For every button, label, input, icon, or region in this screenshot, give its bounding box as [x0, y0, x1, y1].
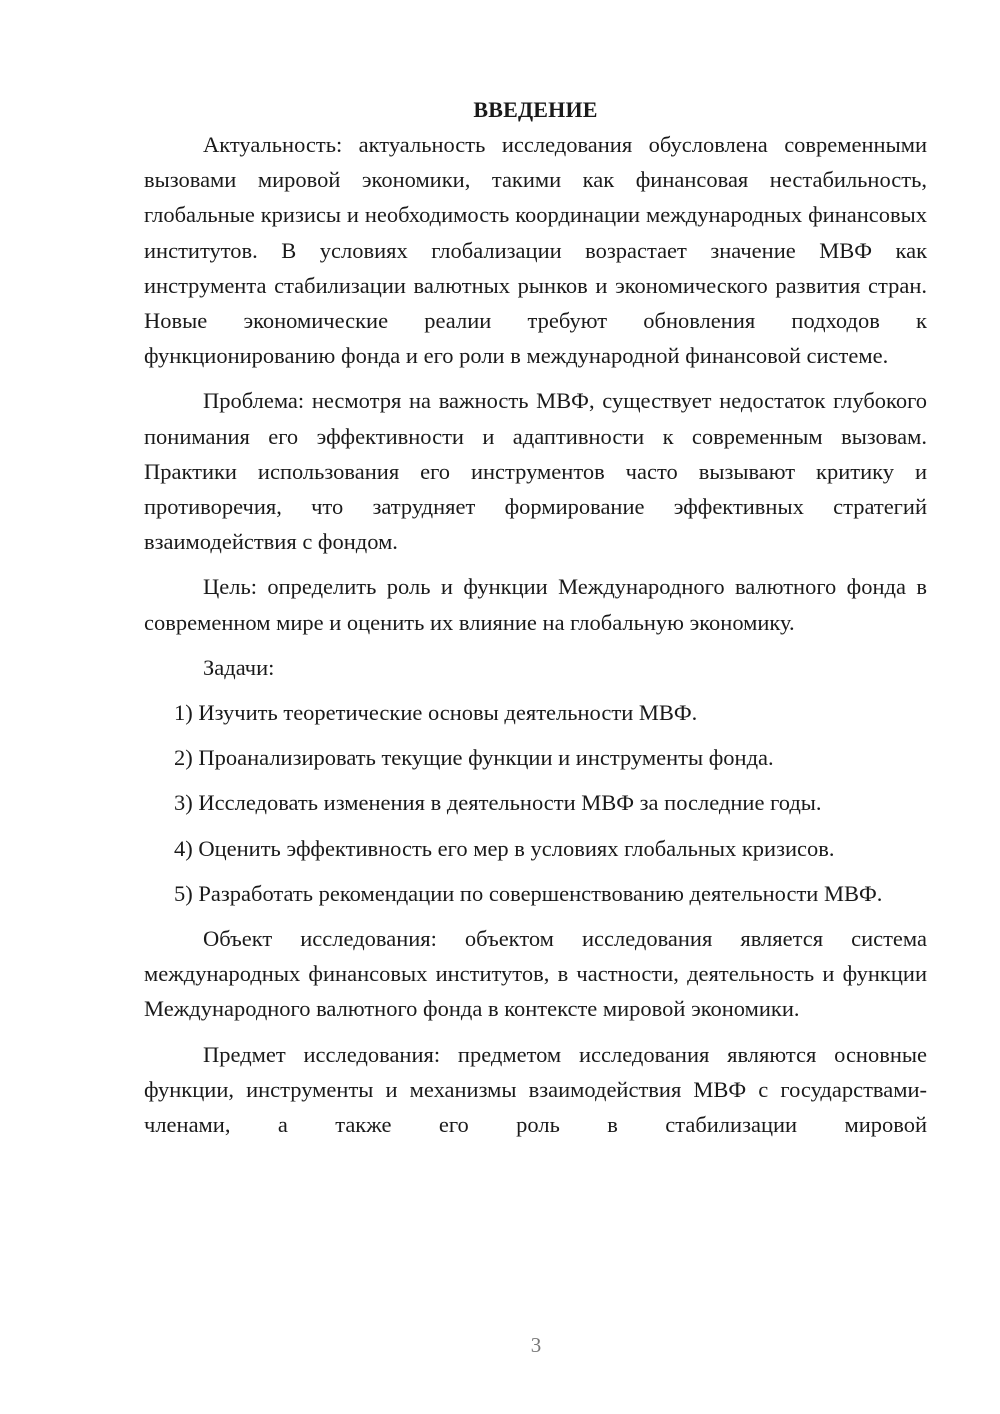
- page-number: 3: [530, 1333, 542, 1357]
- paragraph-relevance: Актуальность: актуальность исследования обусловлена современными вызовами мировой экономики, такими как финансовая нестабильность, глобальные кризисы и необходимость координации международных финансовых институтов. В условиях глобализации возрастает значение МВФ как инструмента стабилизации валютных рынков и экономического развития стран. Новые экономические реалии требуют обновления подходов к функционированию фонда и его роли в международной финансовой системе.: [144, 132, 927, 369]
- task-item-2: 2) Проанализировать текущие функции и инструменты фонда.: [174, 745, 774, 771]
- paragraph-subject: Предмет исследования: предметом исследования являются основные функции, инструменты и механизмы взаимодействия МВФ с государствами-членами, а также его роль в стабилизации мировой: [144, 1041, 927, 1138]
- task-item-5: 5) Разработать рекомендации по совершенствованию деятельности МВФ.: [174, 880, 883, 906]
- section-title: ВВЕДЕНИЕ: [473, 97, 598, 122]
- paragraph-problem: Проблема: несмотря на важность МВФ, существует недостаток глубокого понимания его эффективности и адаптивности к современным вызовам. Практики использования его инструментов часто вызывают критику и противоречия, что затрудняет формирование эффективных стратегий взаимодействия с фондом.: [144, 388, 927, 555]
- tasks-heading: Задачи:: [203, 654, 275, 680]
- document-page: [144, 92, 927, 1142]
- task-item-1: 1) Изучить теоретические основы деятельности МВФ.: [174, 700, 698, 726]
- paragraph-object: Объект исследования: объектом исследования является система международных финансовых институтов, в частности, деятельность и функции Международного валютного фонда в контексте мировой экономики.: [144, 926, 927, 1022]
- task-item-4: 4) Оценить эффективность его мер в условиях глобальных кризисов.: [174, 835, 835, 861]
- task-item-3: 3) Исследовать изменения в деятельности МВФ за последние годы.: [174, 790, 822, 816]
- paragraph-goal: Цель: определить роль и функции Международного валютного фонда в современном мире и оценить их влияние на глобальную экономику.: [144, 574, 927, 635]
